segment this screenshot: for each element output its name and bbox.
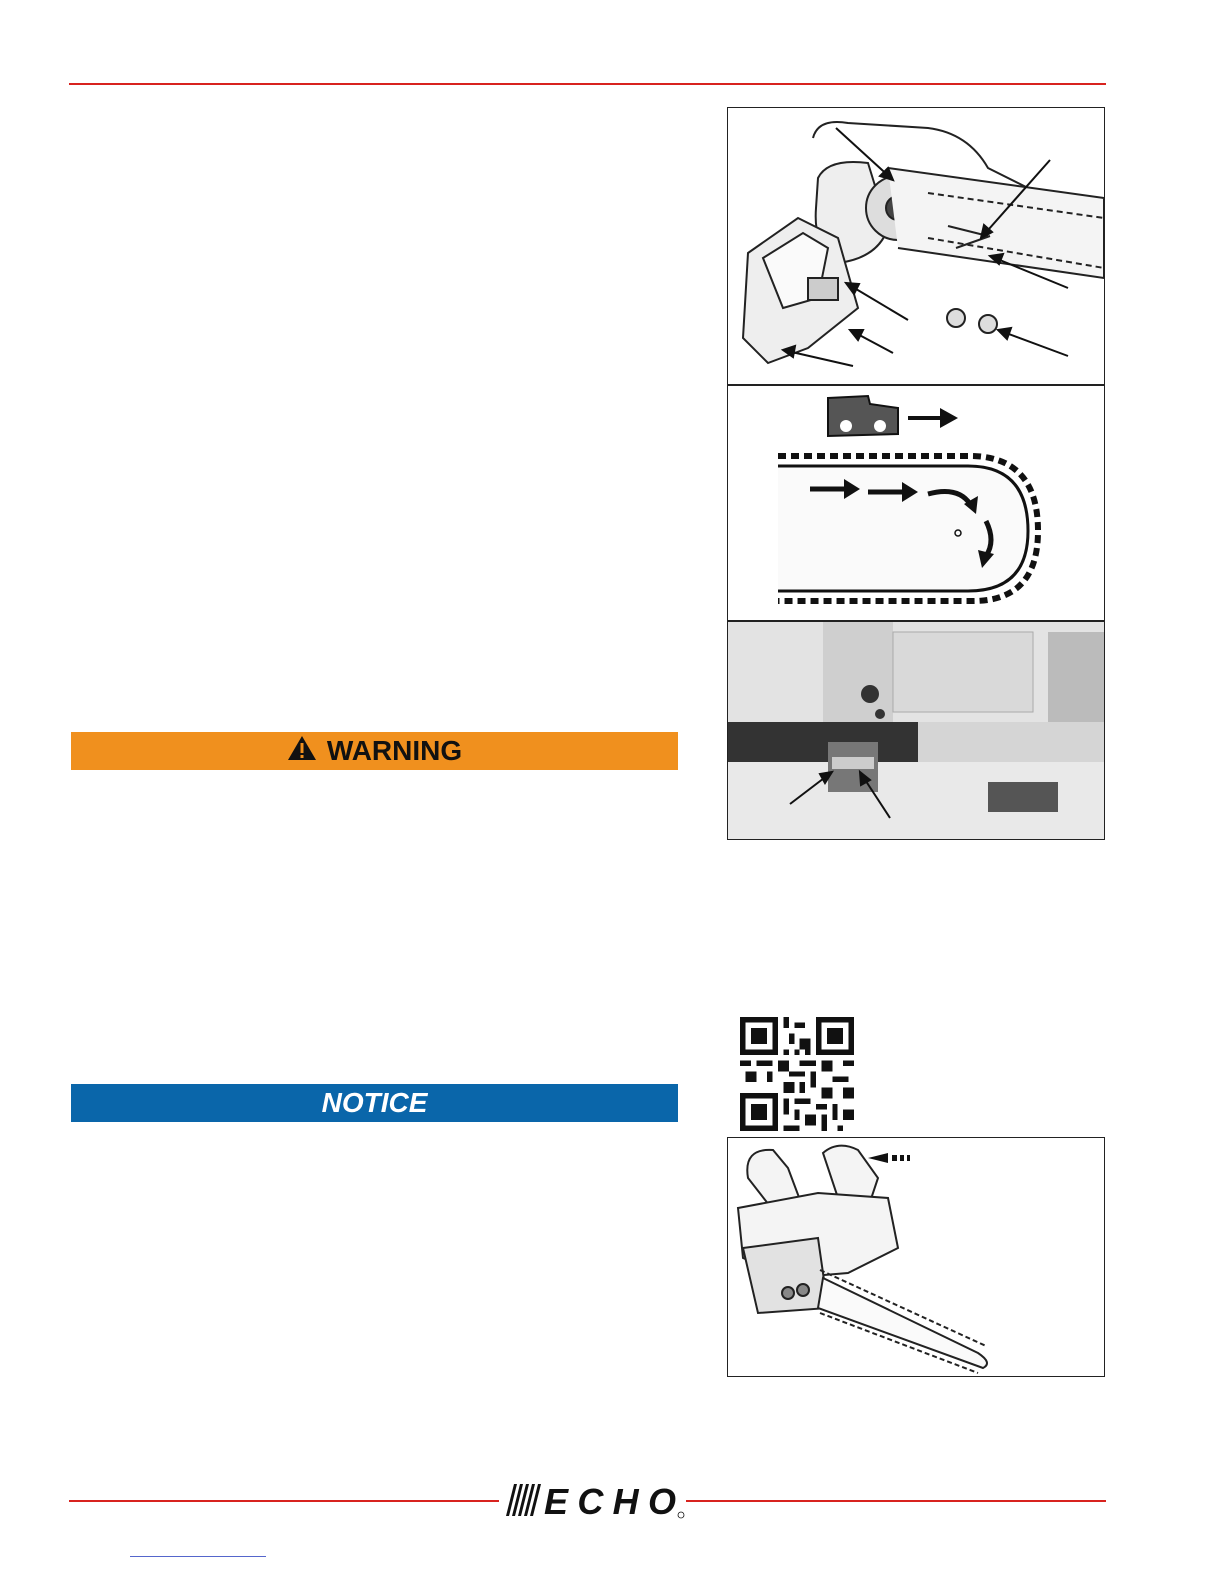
chainsaw-bar-mount-illustration: [728, 108, 1104, 384]
warning-triangle-icon: [287, 735, 317, 768]
chain-tension-figure: [727, 1137, 1105, 1377]
chain-rotation-illustration: [728, 386, 1104, 620]
bar-chain-assembly-figure: [727, 107, 1105, 385]
qr-code-icon[interactable]: [740, 1017, 854, 1131]
notice-banner: [71, 1084, 678, 1122]
logo-text: ECHO: [544, 1481, 676, 1520]
notice-label: NOTICE: [321, 1087, 428, 1118]
chain-direction-figure: [727, 385, 1105, 621]
hands-adjusting-chainsaw-illustration: [728, 1138, 1104, 1376]
bar-adjuster-photo: [728, 622, 1104, 839]
footer-rule-right: [686, 1500, 1106, 1502]
header-rule: [69, 83, 1106, 85]
echo-logo: [500, 1480, 690, 1520]
footer-link-underline: [130, 1556, 266, 1557]
bar-adjuster-photo-figure: [727, 621, 1105, 840]
footer-rule-left: [69, 1500, 499, 1502]
warning-banner: [71, 732, 678, 770]
warning-label: WARNING: [326, 735, 463, 766]
